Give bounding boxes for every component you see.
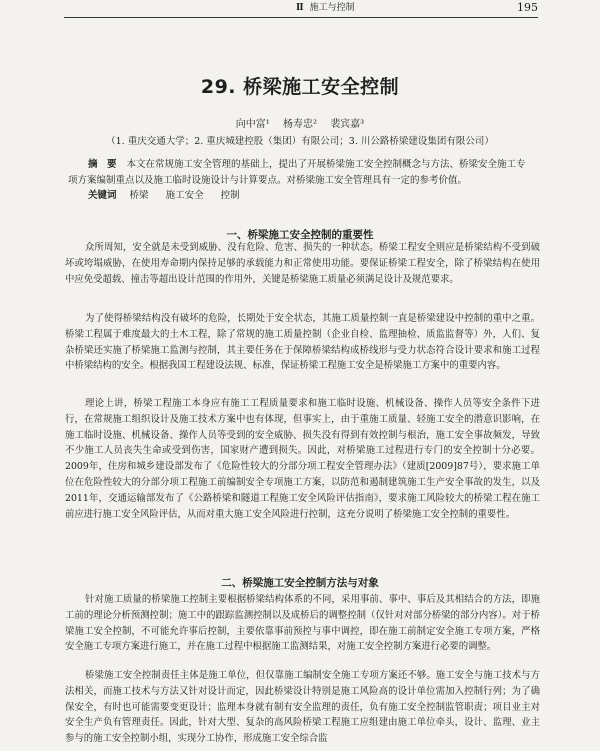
keywords (88, 189, 532, 203)
keyword-2: 施工安全 (165, 190, 204, 201)
section-heading-1: 一、桥梁施工安全控制的重要性 (226, 229, 374, 241)
section-1-paragraph-1: 众所周知，安全就是未受到威胁、没有危险、危害、损失的一种状态。桥梁工程安全则应是桥梁结构不受到破坏或垮塌威胁，在使用寿命期内保持足够的承载能力和正常使用功能。要保证桥梁工程安全，除了桥梁结构在使用中应免受超载、撞击等超出设计范围的作用外，关键是桥梁施工质量必须满足设计及规范要求。 (65, 242, 540, 285)
abstract-label: 摘 要 (88, 159, 117, 170)
section-heading-2: 二、桥梁施工安全控制方法与对象 (221, 577, 379, 589)
section-1-paragraph-3: 理论上讲，桥梁工程施工本身应有施工工程质量要求和施工临时设施、机械设备、操作人员等安全条件下进行，在常规施工组织设计及施工技术方案中也有体现，但事实上，由于重施工质量、轻施工安全的潜意识影响，在施工临时设施、机械设备、操作人员等受到的安全威胁、损失没有得到有效控制与根治，施工安全事故频发，导致不少施工人员丧失生命或受到伤害，国家财产遭到损失。因此，对桥梁施工过程进行专门的安全控制十分必要。2009年，住房和城乡建设部发布了《危险性较大的分部分项工程安全管理办法》（建质[2009]87号），要求施工单位在危险性较大的分部分项工程施工前编制安全专项施工方案，以防范和遏制建筑施工生产安全事故的发生，以及2011年，交通运输部发布了《公路桥梁和隧道工程施工安全风险评估指南》，要求施工风险较大的桥梁工程在施工前应进行施工安全风险评估，从而对重大施工安全风险进行控制，这充分说明了桥梁施工安全控制的重要性。 (65, 398, 540, 520)
article-title: 29. 桥梁施工安全控制 (200, 76, 400, 98)
affiliations: （1. 重庆交通大学；2. 重庆城建控股（集团）有限公司；3. 川公路桥梁建设集团有限公司） (106, 136, 494, 147)
author-3: 裴宾嘉³ (330, 119, 365, 130)
section-marker: Ⅱ (296, 3, 304, 13)
keyword-3: 控制 (220, 190, 240, 201)
section-name: 施工与控制 (309, 3, 355, 13)
author-list (0, 115, 600, 130)
section-2-paragraph-2: 桥梁施工安全控制责任主体是施工单位，但仅靠施工编制安全施工专项方案还不够。施工安全与施工技术与方法相关，而施工技术与方法又针对设计而定，因此桥梁设计特别是施工风险高的设计单位需加入控制行列；为了确保安全，有时也可能需要变更设计；监理本身就有制有安全监理的责任，负有施工安全控制监管职责；项目业主对安全生产负有管理责任。因此，针对大型、复杂的高风险桥梁工程施工应组建由施工单位牵头，设计、监理、业主参与的施工安全控制小组，实现分工协作，形成施工安全综合监 (65, 670, 540, 745)
page-number: 195 (517, 1, 538, 14)
running-header (64, 2, 538, 18)
keywords-label: 关键词 (88, 190, 117, 201)
section-label (296, 2, 355, 15)
author-2: 杨寿忠² (282, 119, 317, 130)
keyword-1: 桥梁 (129, 190, 149, 201)
abstract (68, 157, 532, 189)
abstract-text: 本文在常规施工安全管理的基础上，提出了开展桥梁施工安全控制概念与方法、桥梁安全施工专项方案编制重点以及施工临时设施设计与计算要点。对桥梁施工安全管理具有一定的参考价值。 (68, 159, 526, 186)
section-1-paragraph-2: 为了使得桥梁结构没有破坏的危险，长期处于安全状态，其施工质量控制一直是桥梁建设中控制的重中之重。桥梁工程属于难度最大的土木工程，除了常规的施工质量控制（企业自检、监理抽检、质监监督等）外，人们、复杂桥梁还实施了桥梁施工监测与控制，其主要任务在于保障桥梁结构成桥线形与受力状态符合设计要求和施工过程中桥梁结构的安全。根据我国工程建设法规、标准，保证桥梁工程施工安全是桥梁施工方案中的重要内容。 (65, 313, 540, 372)
author-1: 向中富¹ (235, 119, 270, 130)
section-2-paragraph-1: 针对施工质量的桥梁施工控制主要根据桥梁结构体系的不同，采用事前、事中、事后及其相结合的方法，即施工前的理论分析预测控制；施工中的跟踪监测控制以及成桥后的调整控制（仅针对对部分桥梁的部分内容）。对于桥梁施工安全控制，不可能允许事后控制，主要依靠事前预控与事中调控，即在施工前制定安全施工专项方案，严格安全施工专项方案进行施工，并在施工过程中根据施工监测结果，对施工安全控制方案进行必要的调整。 (65, 594, 540, 653)
